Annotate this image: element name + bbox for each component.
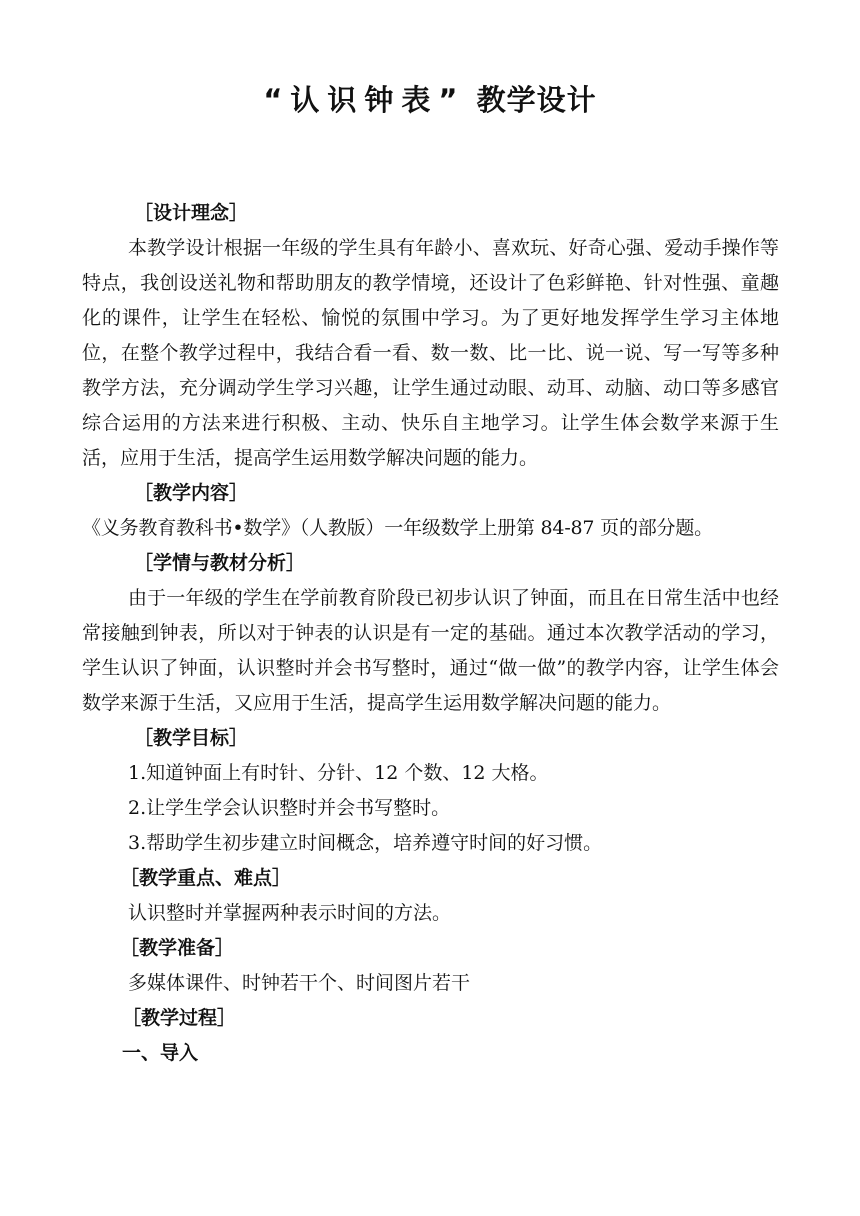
heading-key-points: ［教学重点、难点］ [120, 867, 292, 889]
heading-analysis: ［学情与教材分析］ [134, 552, 306, 574]
preparation-text: 多媒体课件、时钟若干个、时间图片若干 [128, 972, 471, 994]
key-points-text: 认识整时并掌握两种表示时间的方法。 [128, 902, 452, 924]
title-quoted: “认识钟表” [263, 83, 466, 117]
title-rest: 教学设计 [476, 83, 597, 117]
process-step-1: 一、导入 [122, 1042, 199, 1064]
goal-item-1: 1.知道钟面上有时针、分针、12 个数、12 大格。 [128, 762, 549, 784]
goal-item-2: 2.让学生学会认识整时并会书写整时。 [128, 797, 451, 819]
heading-teaching-goals: ［教学目标］ [134, 727, 249, 749]
analysis-paragraph: 由于一年级的学生在学前教育阶段已初步认识了钟面，而且在日常生活中也经常接触到钟表，所以对于钟表的认识是有一定的基础。通过本次教学活动的学习，学生认识了钟面，认识整时并会书写整时，通过“做一做”的教学内容，让学生体会数学来源于生活，又应用于生活，提高学生运用数学解决问题的能力。 [82, 587, 779, 714]
teaching-content-paragraph: 《义务教育教科书•数学》（人教版）一年级数学上册第 84-87 页的部分题。 [82, 517, 713, 539]
design-concept-paragraph: 本教学设计根据一年级的学生具有年龄小、喜欢玩、好奇心强、爱动手操作等特点，我创设送礼物和帮助朋友的教学情境，还设计了色彩鲜艳、针对性强、童趣化的课件，让学生在轻松、愉悦的氛围中学习。为了更好地发挥学生学习主体地位，在整个教学过程中，我结合看一看、数一数、比一比、说一说、写一写等多种教学方法，充分调动学生学习兴趣，让学生通过动眼、动耳、动脑、动口等多感官综合运用的方法来进行积极、主动、快乐自主地学习。让学生体会数学来源于生活，应用于生活，提高学生运用数学解决问题的能力。 [82, 237, 779, 469]
document-title [0, 78, 860, 119]
heading-teaching-process: ［教学过程］ [122, 1007, 237, 1029]
heading-preparation: ［教学准备］ [120, 937, 235, 959]
document-body [82, 196, 779, 1071]
heading-teaching-content: ［教学内容］ [134, 482, 249, 504]
heading-design-concept: ［设计理念］ [134, 202, 249, 224]
goal-item-3: 3.帮助学生初步建立时间概念，培养遵守时间的好习惯。 [128, 832, 603, 854]
